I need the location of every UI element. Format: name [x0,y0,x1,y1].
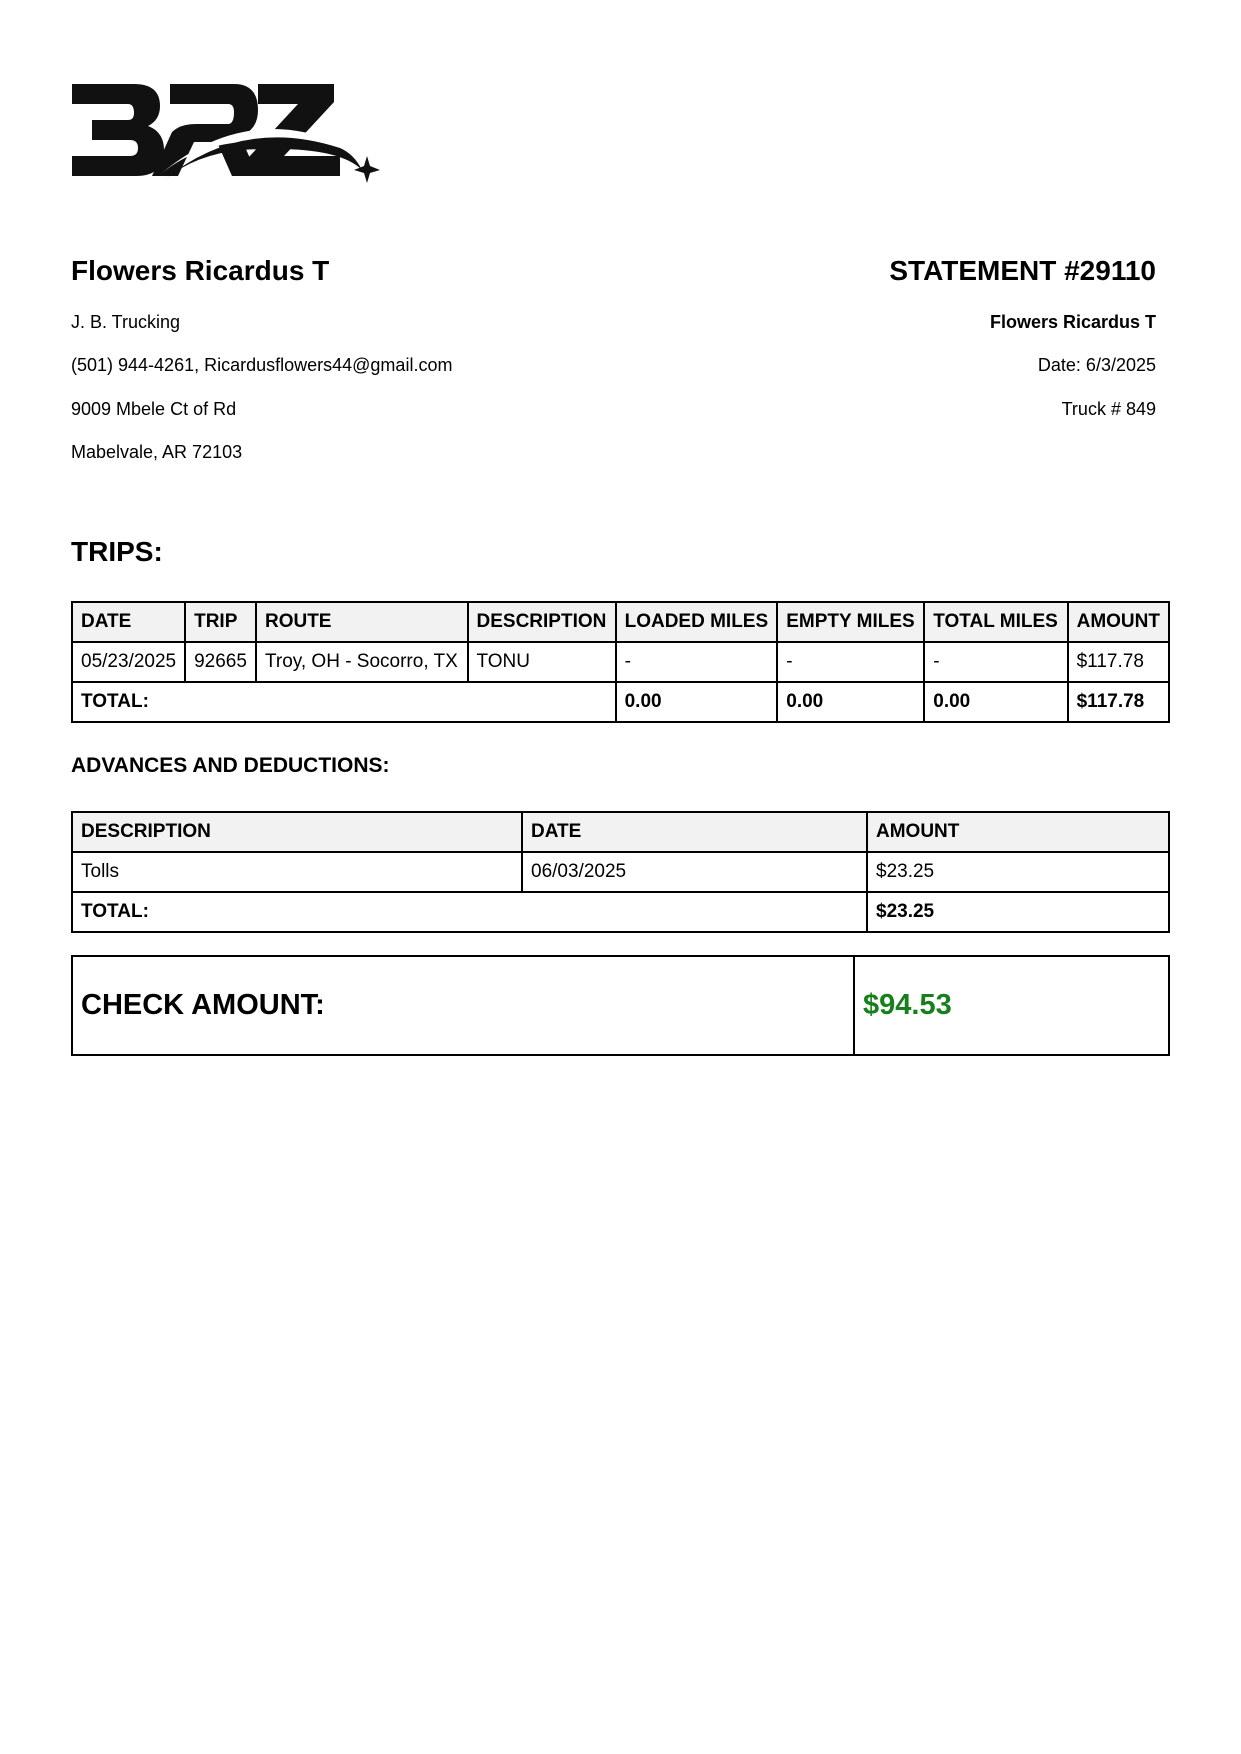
statement-title: STATEMENT #29110 [889,255,1156,286]
trip-date: 05/23/2025 [72,642,185,682]
trips-title: TRIPS: [71,536,163,567]
check-row [72,956,1169,1055]
col-loaded-miles: LOADED MILES [616,602,778,642]
trip-route: Troy, OH - Socorro, TX [256,642,468,682]
driver-company: J. B. Trucking [71,312,181,332]
trips-header-row [72,602,1169,642]
col-route: ROUTE [256,602,468,642]
trips-total-loaded: 0.00 [616,682,778,722]
adv-date: 06/03/2025 [522,852,867,892]
trip-description: TONU [468,642,616,682]
trip-amount: $117.78 [1068,642,1169,682]
driver-contact: (501) 944-4261, Ricardusflowers44@gmail.com [71,355,453,375]
check-amount-box [71,955,1170,1056]
trips-table [71,601,1170,723]
col-empty-miles: EMPTY MILES [777,602,924,642]
col-amount: AMOUNT [1068,602,1169,642]
check-amount-value: $94.53 [854,956,1169,1055]
trips-total-empty: 0.00 [777,682,924,722]
col-adv-description: DESCRIPTION [72,812,522,852]
trips-total-miles: 0.00 [924,682,1067,722]
trip-total-miles: - [924,642,1067,682]
advances-title: ADVANCES AND DEDUCTIONS: [71,754,390,777]
statement-name: Flowers Ricardus T [989,312,1156,332]
trips-total-row [72,682,1169,722]
statement-truck: Truck # 849 [1061,399,1156,419]
col-trip: TRIP [185,602,256,642]
statement-date: Date: 6/3/2025 [1037,355,1156,375]
advances-table [71,811,1170,933]
table-row [72,852,1169,892]
adv-amount: $23.25 [867,852,1169,892]
col-description: DESCRIPTION [468,602,616,642]
company-logo [72,80,382,192]
advances-header-row [72,812,1169,852]
advances-total-row [72,892,1169,932]
trip-loaded-miles: - [616,642,778,682]
brz-logo-icon [72,80,382,192]
check-amount-label: CHECK AMOUNT: [72,956,854,1055]
trips-total-amount: $117.78 [1068,682,1169,722]
driver-name: Flowers Ricardus T [71,255,330,286]
col-date: DATE [72,602,185,642]
driver-address-line1: 9009 Mbele Ct of Rd [71,399,237,419]
trips-total-label: TOTAL: [72,682,616,722]
trip-number: 92665 [185,642,256,682]
driver-address-line2: Mabelvale, AR 72103 [71,442,243,462]
table-row [72,642,1169,682]
trip-empty-miles: - [777,642,924,682]
col-adv-amount: AMOUNT [867,812,1169,852]
col-adv-date: DATE [522,812,867,852]
adv-description: Tolls [72,852,522,892]
col-total-miles: TOTAL MILES [924,602,1067,642]
driver-info [71,254,453,462]
advances-total-amount: $23.25 [867,892,1169,932]
advances-total-label: TOTAL: [72,892,867,932]
statement-info [889,254,1156,419]
